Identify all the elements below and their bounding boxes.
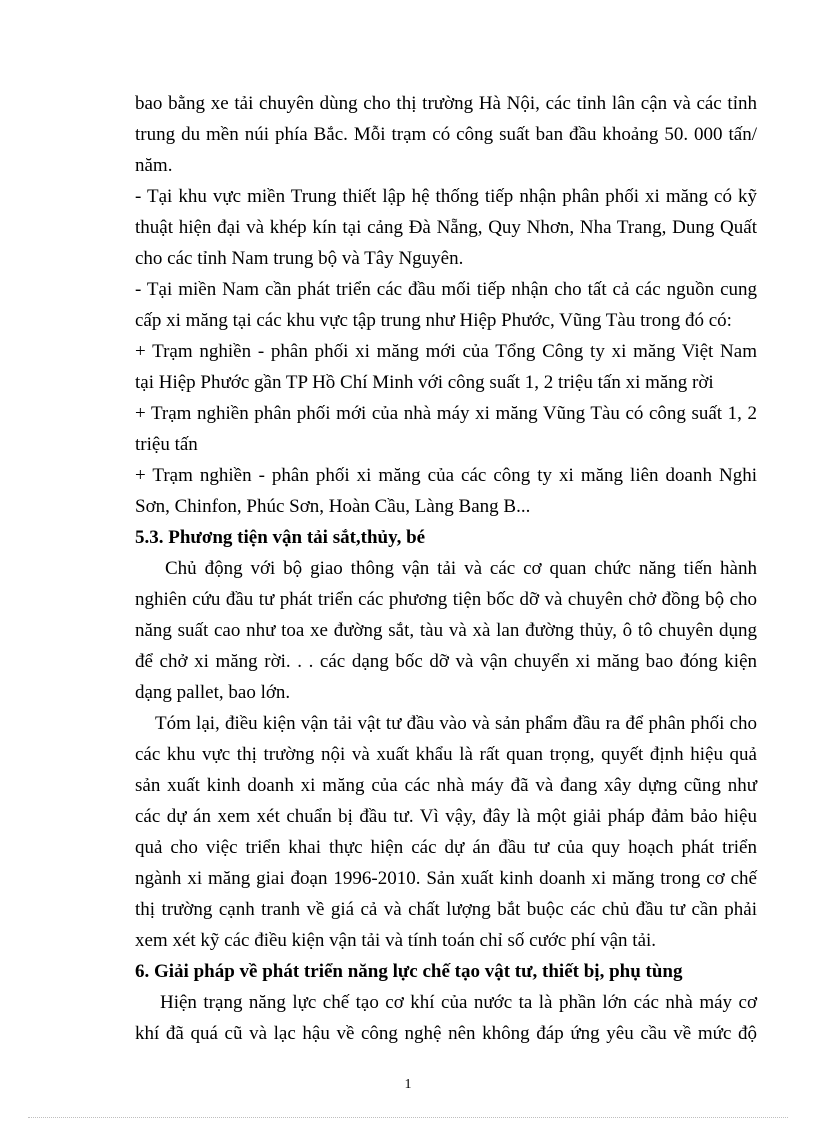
section-heading-6: 6. Giải pháp về phát triển năng lực chế tạo vật tư, thiết bị, phụ tùng [135,961,683,982]
text-line-8: cấp xi măng tại các khu vực tập trung như Hiệp Phước, Vũng Tàu trong đó có: [135,310,732,331]
text-line-24: các dự án xem xét chuẩn bị đầu tư. Vì vậy, đây là một giải pháp đảm bảo hiệu [135,806,757,827]
text-line-2: trung du mền núi phía Bắc. Mỗi trạm có công suất ban đầu khoảng 50. 000 tấn/ [135,124,757,145]
text-line-18: năng suất cao như toa xe đường sắt, tàu và xà lan đường thủy, ô tô chuyên dụng [135,620,757,641]
text-line-26: ngành xi măng giai đoạn 1996-2010. Sản xuất kinh doanh xi măng trong cơ chế [135,868,757,889]
text-line-21: Tóm lại, điều kiện vận tải vật tư đầu vào và sản phẩm đầu ra để phân phối cho [155,713,757,734]
text-line-10: tại Hiệp Phước gần TP Hồ Chí Minh với công suất 1, 2 triệu tấn xi măng rời [135,372,714,393]
text-line-23: sản xuất kinh doanh xi măng của các nhà máy đã và đang xây dựng cũng như [135,775,757,796]
text-line-19: để chở xi măng rời. . . các dạng bốc dỡ và vận chuyển xi măng bao đóng kiện [135,651,757,672]
text-line-4: - Tại khu vực miền Trung thiết lập hệ thống tiếp nhận phân phối xi măng có kỹ [135,186,757,207]
text-line-13: + Trạm nghiền - phân phối xi măng của các công ty xi măng liên doanh Nghi [135,465,757,486]
text-line-31: khí đã quá cũ và lạc hậu về công nghệ nên không đáp ứng yêu cầu về mức độ [135,1023,757,1044]
page-number: 1 [404,1077,412,1092]
text-line-20: dạng pallet, bao lớn. [135,682,291,703]
text-line-5: thuật hiện đại và khép kín tại cảng Đà Nẵng, Quy Nhơn, Nha Trang, Dung Quất [135,217,757,238]
text-line-17: nghiên cứu đầu tư phát triển các phương tiện bốc dỡ và chuyên chở đồng bộ cho [135,589,757,610]
text-line-7: - Tại miền Nam cần phát triển các đầu mối tiếp nhận cho tất cả các nguồn cung [135,279,757,300]
page-bottom-divider [28,1117,788,1118]
text-line-22: các khu vực thị trường nội và xuất khẩu là rất quan trọng, quyết định hiệu quả [135,744,757,765]
text-line-14: Sơn, Chinfon, Phúc Sơn, Hoàn Cầu, Làng Bang B... [135,496,531,517]
text-line-28: xem xét kỹ các điều kiện vận tải và tính toán chỉ số cước phí vận tải. [135,930,657,951]
text-line-11: + Trạm nghiền phân phối mới của nhà máy xi măng Vũng Tàu có công suất 1, 2 [135,403,757,424]
text-line-1: bao bằng xe tải chuyên dùng cho thị trường Hà Nội, các tỉnh lân cận và các tỉnh [135,93,757,114]
text-line-25: quả cho việc triển khai thực hiện các dự án đầu tư của quy hoạch phát triển [135,837,757,858]
text-line-12: triệu tấn [135,434,198,455]
text-line-6: cho các tỉnh Nam trung bộ và Tây Nguyên. [135,248,464,269]
text-line-16: Chủ động với bộ giao thông vận tải và các cơ quan chức năng tiến hành [165,558,757,579]
text-line-30: Hiện trạng năng lực chế tạo cơ khí của nước ta là phần lớn các nhà máy cơ [160,992,757,1013]
section-heading-5-3: 5.3. Phương tiện vận tải sắt,thủy, bé [135,527,426,548]
text-line-9: + Trạm nghiền - phân phối xi măng mới của Tổng Công ty xi măng Việt Nam [135,341,757,362]
text-line-3: năm. [135,155,173,176]
text-line-27: thị trường cạnh tranh về giá cả và chất lượng bắt buộc các chủ đầu tư cần phải [135,899,757,920]
